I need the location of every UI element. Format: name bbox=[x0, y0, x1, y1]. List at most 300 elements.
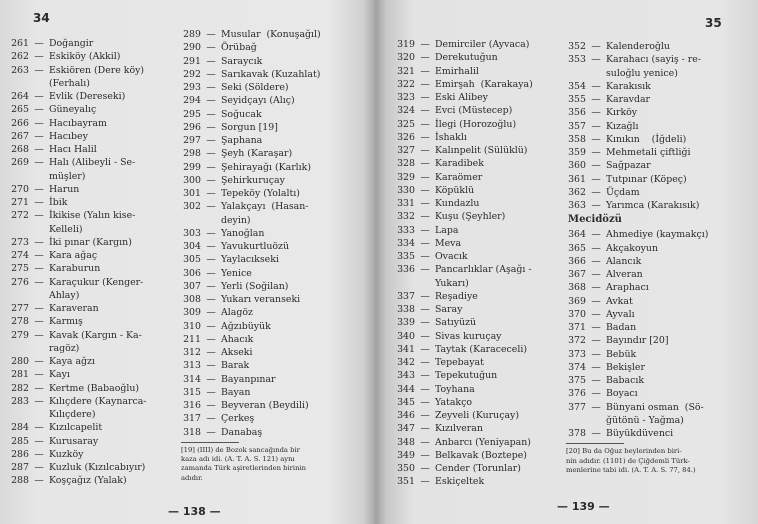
entry-dash: — bbox=[591, 80, 601, 92]
entry-continuation: deyin) bbox=[221, 214, 251, 226]
list-item bbox=[566, 53, 708, 66]
entry-number: 286 bbox=[11, 448, 29, 460]
entry-number: 376 bbox=[568, 388, 586, 400]
entry-name: İlegi (Horozoğlu) bbox=[435, 118, 517, 130]
list-item bbox=[395, 462, 533, 475]
entry-name: Seyidçayı (Alıç) bbox=[221, 95, 295, 107]
entry-name: Yalakçayı (Hasan- bbox=[221, 201, 309, 213]
entry-name: Bayanpınar bbox=[221, 373, 276, 385]
entry-name: Emirhalil bbox=[435, 65, 479, 77]
entry-number: 312 bbox=[183, 347, 201, 358]
entry-name: Yatakço bbox=[435, 396, 472, 408]
entry-name: Tepebayat bbox=[435, 357, 484, 368]
list-item bbox=[181, 373, 321, 386]
entry-dash: — bbox=[591, 200, 601, 211]
list-item bbox=[395, 131, 533, 144]
list-item bbox=[395, 369, 533, 382]
entry-number: 272 bbox=[11, 210, 29, 222]
list-item bbox=[566, 268, 708, 281]
entry-name: Ovacık bbox=[435, 251, 468, 262]
entry-name: Örübağ bbox=[221, 42, 257, 54]
entry-dash: — bbox=[206, 280, 216, 292]
list-item bbox=[566, 334, 708, 347]
entry-number: 351 bbox=[397, 476, 415, 488]
entry-dash: — bbox=[420, 171, 430, 183]
entry-number: 301 bbox=[183, 188, 201, 199]
list-item bbox=[181, 293, 321, 306]
entry-dash: — bbox=[591, 375, 601, 386]
list-item bbox=[566, 361, 708, 374]
entry-dash: — bbox=[206, 82, 216, 93]
entry-dash: — bbox=[591, 388, 601, 400]
entry-number: 297 bbox=[183, 135, 201, 146]
entry-name: Beyveran (Beydili) bbox=[221, 400, 309, 411]
list-item bbox=[566, 173, 708, 186]
entry-number: 369 bbox=[568, 295, 586, 307]
entry-name: Hacıbayram bbox=[49, 117, 107, 129]
entry-number: 295 bbox=[183, 108, 201, 120]
entry-name: Bebük bbox=[606, 348, 637, 360]
entry-dash: — bbox=[206, 227, 216, 239]
entry-name: Meva bbox=[435, 237, 462, 249]
entry-name: Karaçukur (Kenger- bbox=[49, 276, 144, 288]
entry-dash: — bbox=[34, 316, 44, 328]
entry-dash: — bbox=[420, 463, 430, 474]
list-item bbox=[395, 449, 533, 462]
entry-number: 329 bbox=[397, 171, 415, 183]
entry-number: 348 bbox=[397, 436, 415, 448]
footnote-rule bbox=[181, 442, 239, 443]
entry-continuation: suloğlu yenice) bbox=[606, 67, 678, 79]
list-item bbox=[181, 412, 321, 425]
entry-dash: — bbox=[34, 448, 44, 460]
entry-name: Doğangir bbox=[49, 38, 94, 49]
list-item bbox=[395, 38, 533, 51]
list-item bbox=[181, 174, 321, 187]
list-item bbox=[566, 40, 708, 53]
entry-number: 354 bbox=[568, 80, 586, 92]
entry-name: Kertme (Babaoğlu) bbox=[49, 382, 140, 394]
entry-number: 261 bbox=[11, 38, 29, 49]
entry-dash: — bbox=[591, 94, 601, 105]
entry-dash: — bbox=[206, 121, 216, 133]
footnote-line: kaza adı idi. (A. T. A. S. 121) aynı bbox=[181, 455, 295, 464]
entry-number: 322 bbox=[397, 78, 415, 90]
list-item bbox=[181, 68, 321, 81]
entry-number: 281 bbox=[11, 369, 29, 381]
entry-name: Yukarı veranseki bbox=[221, 294, 301, 305]
entry-name: Kuzköy bbox=[49, 448, 84, 460]
entry-name: Belkavak (Boztepe) bbox=[435, 449, 527, 461]
entry-number: 349 bbox=[397, 449, 415, 461]
entry-continuation: (Ferhalı) bbox=[49, 77, 90, 89]
list-item bbox=[9, 302, 146, 315]
footnote-line: zamanda Türk aşiretlerinden birinin bbox=[181, 464, 307, 473]
list-item bbox=[181, 134, 321, 147]
entry-name: Badan bbox=[606, 322, 637, 333]
entry-dash: — bbox=[34, 422, 44, 434]
page-number: 35 bbox=[705, 16, 722, 30]
list-item bbox=[395, 250, 533, 263]
entry-number: 291 bbox=[183, 55, 201, 67]
entry-dash: — bbox=[206, 320, 216, 332]
entry-number: 346 bbox=[397, 410, 415, 421]
entry-name: İshaklı bbox=[435, 131, 467, 143]
entry-name: Harun bbox=[49, 183, 80, 195]
entry-name: Sorgun [19] bbox=[221, 121, 278, 133]
entry-dash: — bbox=[34, 276, 44, 288]
entry-dash: — bbox=[206, 400, 216, 411]
list-item bbox=[395, 65, 533, 78]
entry-name: İkikise (Yalın kise- bbox=[49, 210, 136, 222]
list-item bbox=[395, 51, 533, 64]
entry-dash: — bbox=[420, 436, 430, 448]
entry-dash: — bbox=[34, 303, 44, 314]
list-item bbox=[9, 209, 146, 222]
entry-dash: — bbox=[420, 184, 430, 196]
entry-name: Sağpazar bbox=[606, 160, 651, 172]
entry-name: Karaömer bbox=[435, 171, 483, 183]
entry-name: Yenice bbox=[221, 267, 252, 279]
list-item bbox=[181, 41, 321, 54]
entry-dash: — bbox=[34, 435, 44, 447]
entry-dash: — bbox=[206, 188, 216, 199]
entry-dash: — bbox=[420, 476, 430, 488]
list-item bbox=[395, 224, 533, 237]
list-item bbox=[395, 303, 533, 316]
entry-number: 355 bbox=[568, 94, 586, 105]
folio-number: — 138 — bbox=[168, 505, 221, 518]
entry-number: 345 bbox=[397, 396, 415, 408]
entry-name: Kundazlu bbox=[435, 198, 480, 209]
entry-dash: — bbox=[206, 55, 216, 67]
list-item bbox=[566, 93, 708, 106]
entry-number: 327 bbox=[397, 145, 415, 156]
list-item bbox=[181, 108, 321, 121]
entry-number: 262 bbox=[11, 51, 29, 63]
entry-name: Akçakoyun bbox=[606, 242, 658, 254]
entry-name: Danabaş bbox=[221, 426, 263, 438]
entry-dash: — bbox=[206, 333, 216, 345]
entry-name: Soğucak bbox=[221, 108, 262, 120]
list-item bbox=[395, 78, 533, 91]
entry-number: 306 bbox=[183, 267, 201, 279]
entry-dash: — bbox=[420, 383, 430, 395]
list-item bbox=[395, 422, 533, 435]
entry-number: 287 bbox=[11, 462, 29, 473]
entry-dash: — bbox=[34, 462, 44, 473]
entry-dash: — bbox=[206, 386, 216, 398]
entry-dash: — bbox=[591, 308, 601, 320]
entry-number: 284 bbox=[11, 422, 29, 434]
entry-name: Eski Alibey bbox=[435, 92, 488, 103]
entry-name: Kayı bbox=[49, 369, 70, 381]
entry-dash: — bbox=[34, 475, 44, 487]
entry-number: 350 bbox=[397, 463, 415, 474]
list-item bbox=[566, 120, 708, 133]
entry-dash: — bbox=[34, 38, 44, 49]
entry-number: 335 bbox=[397, 251, 415, 262]
entry-name: Güneyalıç bbox=[49, 104, 97, 116]
footnote-line: [19] (IIII) de Bozok sancağında bir bbox=[181, 445, 300, 454]
entry-number: 367 bbox=[568, 269, 586, 280]
list-item bbox=[9, 262, 146, 275]
list-item bbox=[9, 448, 146, 461]
entry-number: 299 bbox=[183, 161, 201, 173]
entry-name: Eskiköy (Akkil) bbox=[49, 51, 121, 63]
entry-number: 267 bbox=[11, 130, 29, 142]
entry-dash: — bbox=[420, 105, 430, 117]
entry-name: Karadibek bbox=[435, 158, 484, 170]
entry-name: Anbarcı (Yeniyapan) bbox=[435, 436, 531, 448]
list-item bbox=[395, 290, 533, 303]
entry-name: Kızağlı bbox=[606, 120, 639, 132]
entry-continuation: ragöz) bbox=[49, 342, 80, 354]
entry-dash: — bbox=[34, 210, 44, 222]
entry-number: 283 bbox=[11, 395, 29, 407]
list-item bbox=[181, 161, 321, 174]
list-item bbox=[181, 320, 321, 333]
entry-name: Alveran bbox=[606, 269, 643, 280]
entry-name: Bayan bbox=[221, 386, 251, 398]
list-item bbox=[566, 242, 708, 255]
entry-number: 268 bbox=[11, 144, 29, 155]
entry-dash: — bbox=[34, 91, 44, 102]
entry-dash: — bbox=[206, 68, 216, 80]
entry-dash: — bbox=[420, 370, 430, 382]
entry-dash: — bbox=[591, 54, 601, 66]
entry-number: 338 bbox=[397, 304, 415, 315]
entry-dash: — bbox=[420, 131, 430, 143]
entry-number: 302 bbox=[183, 201, 201, 213]
list-item bbox=[9, 461, 146, 474]
entry-name: Derekutuğun bbox=[435, 52, 498, 64]
list-item bbox=[395, 210, 533, 223]
entry-continuation: Kelleli) bbox=[49, 223, 83, 235]
entry-name: Pancarlıklar (Aşağı - bbox=[435, 264, 532, 276]
entry-name: Barak bbox=[221, 360, 250, 372]
entry-name: Evlik (Dereseki) bbox=[49, 91, 126, 102]
entry-dash: — bbox=[420, 251, 430, 262]
entry-name: Yanoğlan bbox=[221, 227, 265, 239]
list-item bbox=[9, 183, 146, 196]
list-item bbox=[566, 387, 708, 400]
entry-name: Kaya ağzı bbox=[49, 356, 95, 367]
entry-number: 271 bbox=[11, 197, 29, 208]
entry-number: 279 bbox=[11, 329, 29, 341]
page-number: 34 bbox=[33, 11, 50, 25]
entry-dash: — bbox=[420, 52, 430, 64]
list-item bbox=[181, 81, 321, 94]
list-item bbox=[566, 281, 708, 294]
entry-number: 344 bbox=[397, 383, 415, 395]
entry-dash: — bbox=[420, 237, 430, 249]
entry-number: 300 bbox=[183, 174, 201, 186]
list-item bbox=[9, 421, 146, 434]
entry-dash: — bbox=[420, 92, 430, 103]
entry-dash: — bbox=[206, 108, 216, 120]
list-item bbox=[395, 263, 533, 276]
entry-dash: — bbox=[591, 173, 601, 185]
entry-dash: — bbox=[206, 29, 216, 40]
entry-number: 303 bbox=[183, 227, 201, 239]
entry-number: 293 bbox=[183, 82, 201, 93]
entry-number: 274 bbox=[11, 250, 29, 261]
entry-number: 361 bbox=[568, 173, 586, 185]
footnote-line: menlerine tabi idi. (A. T. A. S. 77, 84.) bbox=[566, 465, 696, 474]
list-item bbox=[566, 348, 708, 361]
entry-continuation: Kılıçdere) bbox=[49, 409, 96, 420]
list-item bbox=[395, 475, 533, 488]
entry-name: Musular (Konuşağıl) bbox=[221, 29, 321, 40]
entry-number: 275 bbox=[11, 263, 29, 275]
footnote-line: adıdır. bbox=[181, 473, 203, 482]
entry-dash: — bbox=[591, 361, 601, 373]
entry-name: Boyacı bbox=[606, 388, 638, 400]
entry-dash: — bbox=[206, 360, 216, 372]
entry-name: İki pınar (Kargın) bbox=[49, 236, 132, 248]
right-page bbox=[375, 0, 758, 524]
list-item bbox=[9, 156, 146, 169]
list-item bbox=[9, 329, 146, 342]
entry-number: 368 bbox=[568, 282, 586, 294]
list-item bbox=[566, 133, 708, 146]
entry-name: Tepeköy (Yolaltı) bbox=[221, 188, 300, 199]
entry-number: 342 bbox=[397, 357, 415, 368]
list-item bbox=[181, 399, 321, 412]
entry-dash: — bbox=[591, 322, 601, 333]
entry-number: 336 bbox=[397, 264, 415, 276]
list-item bbox=[181, 94, 321, 107]
footnote-rule bbox=[566, 443, 624, 444]
entry-name: Zeyveli (Kuruçay) bbox=[435, 410, 519, 421]
entry-number: 315 bbox=[183, 386, 201, 398]
entry-name: Tutpınar (Köpeç) bbox=[606, 173, 687, 185]
folio-number: — 139 — bbox=[557, 500, 610, 513]
list-item bbox=[9, 236, 146, 249]
entry-name: Hacıbey bbox=[49, 130, 88, 142]
list-item bbox=[566, 401, 708, 414]
list-item bbox=[395, 316, 533, 329]
entry-name: Ayvalı bbox=[606, 308, 635, 320]
list-item bbox=[9, 435, 146, 448]
entry-dash: — bbox=[591, 107, 601, 119]
entry-dash: — bbox=[206, 42, 216, 54]
entry-dash: — bbox=[420, 396, 430, 408]
entry-dash: — bbox=[420, 198, 430, 209]
entry-name: Lapa bbox=[435, 224, 459, 236]
list-item bbox=[9, 315, 146, 328]
entry-number: 353 bbox=[568, 54, 586, 66]
list-item bbox=[566, 199, 708, 212]
list-item bbox=[395, 436, 533, 449]
list-item bbox=[181, 147, 321, 160]
entry-number: 347 bbox=[397, 423, 415, 435]
section-heading: Mecidözü bbox=[568, 214, 622, 226]
list-item bbox=[566, 159, 708, 172]
list-item bbox=[181, 386, 321, 399]
entry-number: 313 bbox=[183, 360, 201, 372]
entry-dash: — bbox=[34, 369, 44, 381]
entry-number: 316 bbox=[183, 400, 201, 411]
entry-dash: — bbox=[34, 130, 44, 142]
entry-dash: — bbox=[591, 401, 601, 413]
entry-dash: — bbox=[591, 229, 601, 241]
entry-name: Eskiçeltek bbox=[435, 476, 485, 488]
entry-dash: — bbox=[420, 39, 430, 50]
entry-dash: — bbox=[34, 329, 44, 341]
entry-dash: — bbox=[420, 449, 430, 461]
entry-number: 377 bbox=[568, 401, 586, 413]
entry-number: 341 bbox=[397, 343, 415, 355]
list-item bbox=[181, 253, 321, 266]
list-item bbox=[181, 346, 321, 359]
entry-dash: — bbox=[420, 211, 430, 223]
entry-dash: — bbox=[206, 201, 216, 213]
entry-dash: — bbox=[591, 348, 601, 360]
entry-name: Büyükdüvenci bbox=[606, 428, 674, 439]
entry-dash: — bbox=[206, 267, 216, 279]
entry-number: 282 bbox=[11, 382, 29, 394]
list-item bbox=[395, 330, 533, 343]
entry-dash: — bbox=[591, 41, 601, 52]
entry-name: Kara ağaç bbox=[49, 250, 98, 261]
list-item bbox=[566, 186, 708, 199]
list-item bbox=[395, 104, 533, 117]
entry-number: 375 bbox=[568, 375, 586, 386]
entry-number: 265 bbox=[11, 104, 29, 116]
entry-dash: — bbox=[34, 197, 44, 208]
entry-dash: — bbox=[591, 269, 601, 280]
entry-continuation: Yukarı) bbox=[435, 277, 469, 289]
list-item bbox=[9, 474, 146, 487]
list-item bbox=[395, 197, 533, 210]
entry-dash: — bbox=[206, 135, 216, 146]
entry-number: 310 bbox=[183, 320, 201, 332]
entry-number: 264 bbox=[11, 91, 29, 102]
entry-name: Karmış bbox=[49, 316, 83, 328]
entry-name: Evci (Müstecep) bbox=[435, 105, 513, 117]
entry-number: 309 bbox=[183, 307, 201, 319]
entry-number: 298 bbox=[183, 148, 201, 160]
entry-name: Şeyh (Karaşar) bbox=[221, 148, 293, 160]
entry-number: 307 bbox=[183, 280, 201, 292]
entry-number: 360 bbox=[568, 160, 586, 172]
list-item bbox=[181, 227, 321, 240]
entry-continuation: müşler) bbox=[49, 170, 86, 182]
left-page bbox=[0, 0, 375, 524]
entry-number: 292 bbox=[183, 68, 201, 80]
list-item bbox=[9, 117, 146, 130]
entry-name: Eskiören (Dere köy) bbox=[49, 64, 145, 76]
entry-number: 366 bbox=[568, 255, 586, 267]
entry-name: Emirşah (Karakaya) bbox=[435, 78, 533, 90]
list-item bbox=[566, 255, 708, 268]
list-item bbox=[9, 143, 146, 156]
entry-name: Saraycık bbox=[221, 55, 263, 67]
entry-number: 323 bbox=[397, 92, 415, 103]
entry-number: 273 bbox=[11, 236, 29, 248]
entry-name: Kırköy bbox=[606, 107, 638, 119]
entry-number: 308 bbox=[183, 294, 201, 305]
entry-name: Kızılveran bbox=[435, 423, 483, 435]
list-item bbox=[9, 50, 146, 63]
entry-name: Demirciler (Ayvaca) bbox=[435, 39, 530, 50]
entry-name: Reşadiye bbox=[435, 290, 478, 302]
entry-number: 270 bbox=[11, 183, 29, 195]
entry-dash: — bbox=[34, 395, 44, 407]
entry-name: Ağzıbüyük bbox=[221, 320, 271, 332]
